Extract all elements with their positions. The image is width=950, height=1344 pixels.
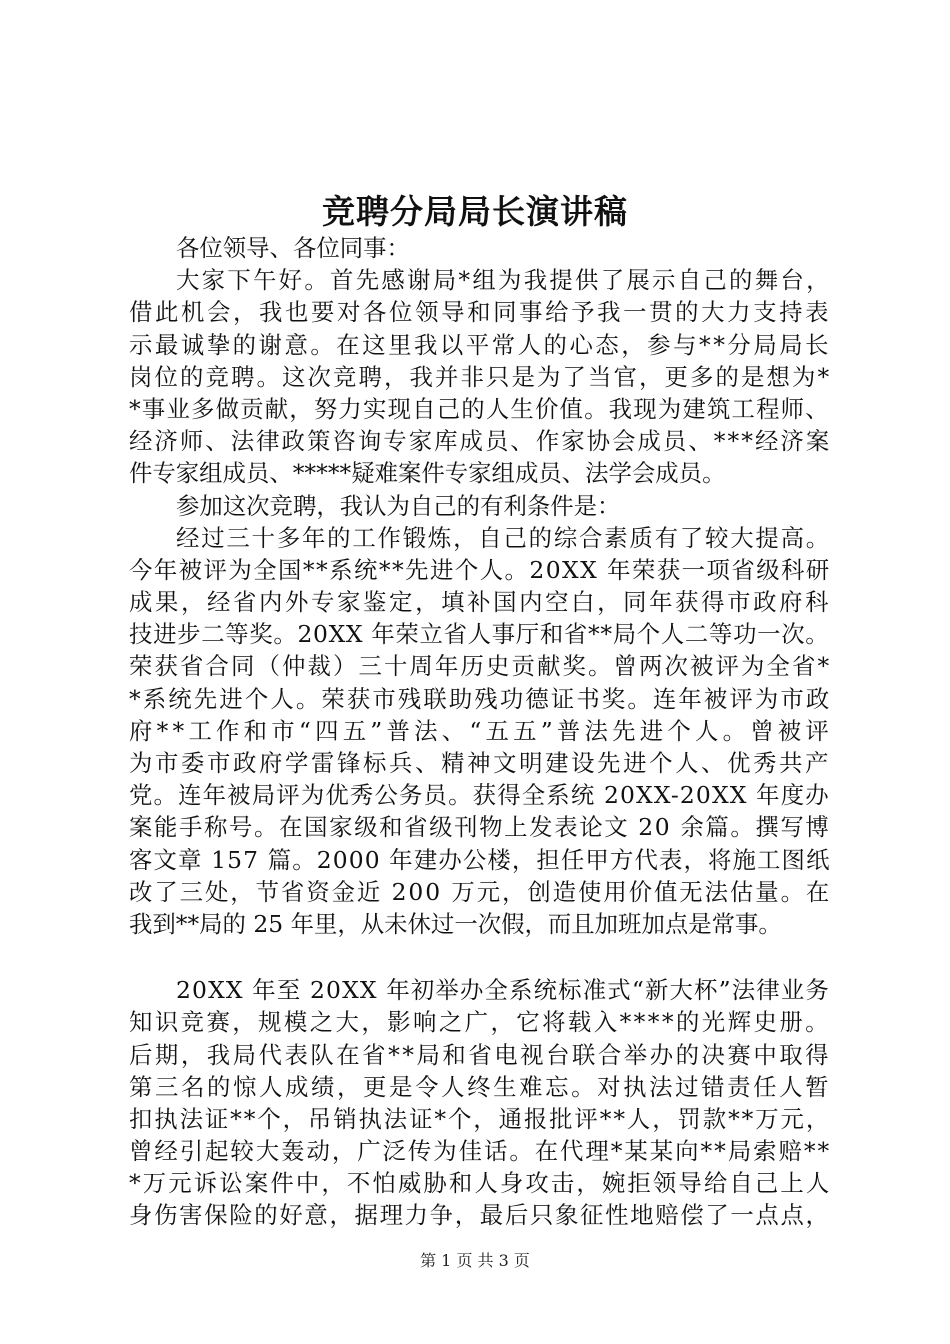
line-text: 后期，我局代表队在省**局和省电视台联合举办的决赛中取得	[129, 1040, 832, 1069]
text-line	[129, 908, 829, 940]
text-line	[129, 876, 832, 908]
page-footer: 第 1 页 共 3 页	[420, 1251, 530, 1270]
line-text: 府**工作和市“四五”普法、“五五”普法先进个人。曾被评	[129, 716, 834, 745]
line-text: 我到**局的 25 年里，从未休过一次假，而且加班加点是常事。	[129, 909, 782, 938]
line-text: 荣获省合同（仲裁）三十周年历史贡献奖。曾两次被评为全省*	[129, 652, 832, 681]
paragraph-gap	[129, 940, 829, 974]
line-text: *万元诉讼案件中，不怕威胁和人身攻击，婉拒领导给自己上人	[129, 1169, 832, 1198]
line-text: 经济师、法律政策咨询专家库成员、作家协会成员、***经济案	[129, 427, 832, 456]
line-text: *事业多做贡献，努力实现自己的人生价值。我现为建筑工程师、	[129, 394, 830, 423]
text-line	[129, 457, 829, 489]
text-line	[129, 296, 832, 328]
line-text: 党。连年被局评为优秀公务员。获得全系统 20XX-20XX 年度办	[129, 781, 830, 810]
line-text: 扣执法证**个，吊销执法证*个，通报批评**人，罚款**万元，	[129, 1104, 832, 1133]
line-text: 参加这次竞聘，我认为自己的有利条件是：	[176, 491, 621, 520]
text-line	[129, 425, 832, 457]
document-body	[129, 232, 834, 1232]
text-line	[129, 1103, 832, 1135]
text-line	[129, 683, 832, 715]
line-text: 知识竞赛，规模之大，影响之广，它将载入****的光辉史册。	[129, 1008, 831, 1037]
text-line	[129, 1071, 832, 1103]
line-text: 客文章 157 篇。2000 年建办公楼，担任甲方代表，将施工图纸	[129, 845, 831, 874]
text-line	[129, 490, 829, 522]
text-line	[129, 232, 829, 264]
line-text: 第三名的惊人成绩，更是令人终生难忘。对执法过错责任人暂	[129, 1072, 832, 1101]
line-text: 改了三处，节省资金近 200 万元，创造使用价值无法估量。在	[129, 877, 832, 906]
text-line	[129, 393, 829, 425]
line-text: 案能手称号。在国家级和省级刊物上发表论文 20 余篇。撰写博	[129, 813, 831, 842]
line-text: 岗位的竞聘。这次竞聘，我并非只是为了当官，更多的是想为*	[129, 362, 832, 391]
line-text: 成果，经省内外专家鉴定，填补国内空白，同年获得市政府科	[129, 588, 832, 617]
line-text: 借此机会，我也要对各位领导和同事给予我一贯的大力支持表	[129, 298, 832, 327]
line-text: 20XX 年至 20XX 年初举办全系统标准式“新大杯”法律业务	[176, 976, 830, 1005]
text-line	[129, 1199, 829, 1231]
text-line	[129, 1167, 832, 1199]
line-text: 件专家组成员、*****疑难案件专家组成员、法学会成员。	[129, 459, 726, 488]
text-line	[129, 811, 829, 843]
line-text: 大家下午好。首先感谢局*组为我提供了展示自己的舞台，	[176, 266, 832, 295]
line-text: 身伤害保险的好意，据理力争，最后只象征性地赔偿了一点点，	[129, 1201, 831, 1230]
text-line	[129, 715, 834, 747]
text-line	[129, 1006, 829, 1038]
text-line	[129, 329, 832, 361]
text-line	[129, 779, 829, 811]
line-text: 技进步二等奖。20XX 年荣立省人事厅和省**局个人二等功一次。	[129, 620, 830, 649]
text-line	[129, 844, 829, 876]
line-text: *系统先进个人。荣获市残联助残功德证书奖。连年被评为市政	[129, 684, 832, 713]
line-text: 今年被评为全国**系统**先进个人。20XX 年荣获一项省级科研	[129, 555, 831, 584]
line-text: 各位领导、各位同事：	[176, 234, 410, 262]
document-title: 竞聘分局局长演讲稿	[322, 192, 628, 231]
line-text: 为市委市政府学雷锋标兵、精神文明建设先进个人、优秀共产	[129, 749, 832, 777]
text-line	[129, 1135, 832, 1167]
text-line	[129, 586, 832, 618]
line-text: 示最诚挚的谢意。在这里我以平常人的心态，参与**分局局长	[129, 330, 832, 359]
text-line	[129, 747, 832, 779]
text-line	[129, 264, 832, 296]
line-text: 经过三十多年的工作锻炼，自己的综合素质有了较大提高。	[176, 523, 831, 552]
text-line	[129, 361, 832, 393]
line-text: 曾经引起较大轰动，广泛传为佳话。在代理*某某向**局索赔**	[129, 1137, 832, 1166]
text-line	[129, 974, 829, 1006]
text-line	[129, 618, 829, 650]
text-line	[129, 650, 832, 682]
text-line	[129, 554, 829, 586]
text-line	[129, 522, 829, 554]
text-line	[129, 1039, 832, 1071]
